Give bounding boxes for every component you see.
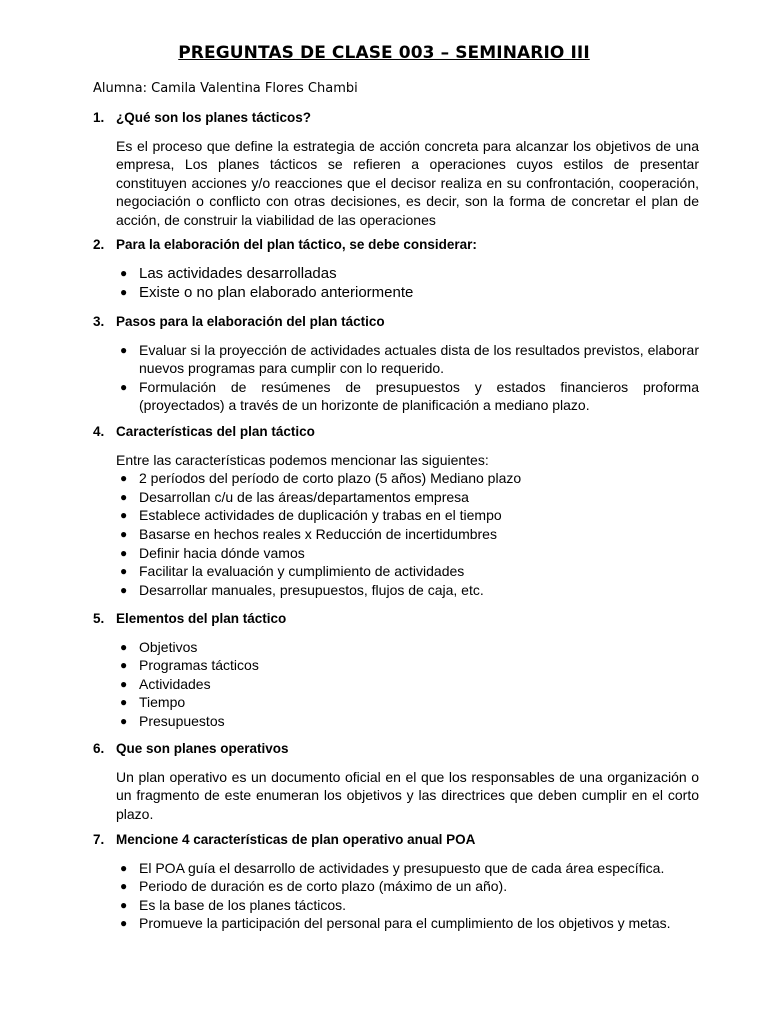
- bullet-icon: ●: [120, 379, 128, 394]
- question-title: Mencione 4 características de plan operativo anual POA: [116, 832, 476, 847]
- list-item: ● Tiempo: [116, 693, 699, 712]
- answer-paragraph: Es el proceso que define la estrategia de acción concreta para alcanzar los objetivos de una empresa, Los planes tácticos se refieren a operaciones cuyos estilos de presentar constituyen acciones y/o reacciones que el decisor realiza en su confrontación, cooperación, negociación o conflicto con otras decisiones, es decir, son la forma de concretar el plan de acción, de construir la viabilidad de las operaciones: [116, 137, 699, 228]
- bullet-icon: ●: [120, 879, 128, 894]
- question-6: [93, 740, 699, 823]
- question-number: 4.: [93, 424, 105, 439]
- question-1: [93, 109, 699, 230]
- bullet-list: [116, 859, 699, 933]
- list-item: ● Es la base de los planes tácticos.: [116, 896, 699, 915]
- bullet-icon: ●: [120, 639, 128, 654]
- bullet-list: [116, 638, 699, 731]
- question-number: 6.: [93, 741, 105, 756]
- bullet-icon: ●: [120, 342, 128, 357]
- bullet-list: [116, 469, 699, 599]
- bullet-icon: ●: [120, 676, 128, 691]
- question-4: [93, 423, 699, 599]
- question-heading: [93, 740, 699, 759]
- list-item: ● El POA guía el desarrollo de actividades y presupuesto que de cada área específica.: [116, 859, 699, 878]
- question-heading: [93, 423, 699, 442]
- bullet-icon: ●: [120, 564, 128, 579]
- bullet-icon: ●: [120, 471, 128, 486]
- bullet-icon: ●: [120, 695, 128, 710]
- bullet-icon: ●: [120, 916, 128, 931]
- student-name: Alumna: Camila Valentina Flores Chambi: [93, 81, 358, 96]
- list-item: ● Formulación de resúmenes de presupuestos y estados financieros proforma (proyectados) a través de un horizonte de planificación a mediano plazo.: [116, 378, 699, 415]
- bullet-icon: ●: [120, 526, 128, 541]
- question-title: Que son planes operativos: [116, 741, 289, 756]
- bullet-list: [116, 264, 699, 303]
- list-item: ● Existe o no plan elaborado anteriormente: [116, 283, 699, 303]
- question-heading: [93, 313, 699, 332]
- question-title: Características del plan táctico: [116, 424, 315, 439]
- document-title: PREGUNTAS DE CLASE 003 – SEMINARIO III: [178, 43, 590, 63]
- list-item: ● Establece actividades de duplicación y trabas en el tiempo: [116, 506, 699, 525]
- question-heading: [93, 610, 699, 629]
- bullet-icon: ●: [120, 582, 128, 597]
- list-item: ● 2 períodos del período de corto plazo (5 años) Mediano plazo: [116, 469, 699, 488]
- bullet-icon: ●: [120, 860, 128, 875]
- question-7: [93, 831, 699, 933]
- question-number: 1.: [93, 110, 105, 125]
- question-heading: [93, 109, 699, 128]
- list-item: ● Actividades: [116, 675, 699, 694]
- question-title: Pasos para la elaboración del plan táctico: [116, 314, 385, 329]
- bullet-icon: ●: [120, 265, 128, 280]
- list-item: ● Objetivos: [116, 638, 699, 657]
- list-item: ● Desarrollan c/u de las áreas/departamentos empresa: [116, 488, 699, 507]
- bullet-icon: ●: [120, 713, 128, 728]
- list-item: ● Las actividades desarrolladas: [116, 264, 699, 284]
- list-item: ● Facilitar la evaluación y cumplimiento de actividades: [116, 562, 699, 581]
- answer-paragraph: Un plan operativo es un documento oficial en el que los responsables de una organización o un fragmento de este enumeran los objetivos y las directrices que deben cumplir en el corto plazo.: [116, 768, 699, 822]
- list-item: ● Basarse en hechos reales x Reducción de incertidumbres: [116, 525, 699, 544]
- question-number: 2.: [93, 237, 105, 252]
- list-item: ● Evaluar si la proyección de actividades actuales dista de los resultados previstos, elaborar nuevos programas para cumplir con lo requerido.: [116, 341, 699, 378]
- question-title: Elementos del plan táctico: [116, 611, 287, 626]
- list-item: ● Programas tácticos: [116, 656, 699, 675]
- question-number: 7.: [93, 832, 105, 847]
- question-3: [93, 313, 699, 415]
- bullet-icon: ●: [120, 285, 128, 300]
- question-heading: [93, 831, 699, 850]
- list-item: ● Promueve la participación del personal para el cumplimiento de los objetivos y metas.: [116, 914, 699, 933]
- question-heading: [93, 236, 699, 255]
- list-item: ● Definir hacia dónde vamos: [116, 544, 699, 563]
- bullet-icon: ●: [120, 489, 128, 504]
- question-number: 5.: [93, 611, 105, 626]
- list-item: ● Desarrollar manuales, presupuestos, flujos de caja, etc.: [116, 581, 699, 600]
- bullet-icon: ●: [120, 508, 128, 523]
- bullet-icon: ●: [120, 897, 128, 912]
- list-item: ● Periodo de duración es de corto plazo (máximo de un año).: [116, 877, 699, 896]
- question-5: [93, 610, 699, 731]
- bullet-list: [116, 341, 699, 415]
- bullet-icon: ●: [120, 658, 128, 673]
- bullet-icon: ●: [120, 545, 128, 560]
- list-item: ● Presupuestos: [116, 712, 699, 731]
- question-title: Para la elaboración del plan táctico, se debe considerar:: [116, 237, 477, 252]
- question-title: ¿Qué son los planes tácticos?: [116, 110, 312, 125]
- question-2: [93, 236, 699, 303]
- question-number: 3.: [93, 314, 105, 329]
- intro-text: Entre las características podemos mencionar las siguientes:: [116, 451, 489, 468]
